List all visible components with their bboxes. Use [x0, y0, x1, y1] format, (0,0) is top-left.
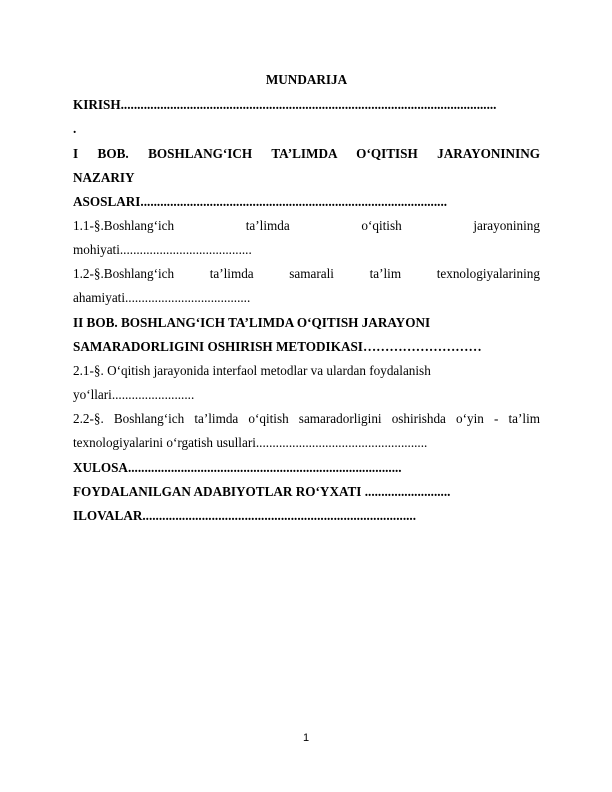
toc-entry-chapter1-title: I BOB. BOSHLANG‘ICH TA’LIMDA O‘QITISH JARAYONINING: [73, 146, 540, 161]
toc-entry-chapter2-title: II BOB. BOSHLANG‘ICH TA’LIMDA O‘QITISH JARAYONI: [73, 315, 431, 330]
toc-entry-kirish-dot: .: [73, 121, 77, 136]
toc-entry-2-2: 2.2-§. Boshlang‘ich ta’limda o‘qitish samaradorligini oshirishda o‘yin - ta’lim: [73, 411, 540, 426]
toc-entry-2-1: 2.1-§. O‘qitish jarayonida interfaol metodlar va ulardan foydalanish: [73, 363, 431, 378]
toc-entry-chapter1-title-cont: NAZARIY: [73, 170, 135, 185]
toc-entry-1-1: 1.1-§.Boshlang‘ich ta’limda o‘qitish jarayonining: [73, 218, 540, 233]
toc-entry-2-1-cont: yo‘llari.........................: [73, 387, 195, 402]
toc-entry-adabiyotlar: FOYDALANILGAN ADABIYOTLAR RO‘YXATI ..........................: [73, 484, 451, 499]
toc-entry-1-2: 1.2-§.Boshlang‘ich ta’limda samarali ta’lim texnologiyalarining: [73, 266, 540, 281]
toc-entry-2-2-cont: texnologiyalarini o‘rgatish usullari....................................................: [73, 435, 428, 450]
toc-entry-ilovalar: ILOVALAR...................................................................................: [73, 508, 417, 523]
toc-entry-chapter2-title-cont: SAMARADORLIGINI OSHIRISH METODIKASI………………………: [73, 339, 482, 354]
toc-heading: MUNDARIJA: [265, 72, 348, 87]
toc-entry-xulosa: XULOSA...................................................................................: [73, 460, 402, 475]
toc-entry-chapter1-asoslari: ASOSLARI.............................................................................................: [73, 194, 448, 209]
page-number: 1: [302, 732, 310, 744]
toc-entry-1-1-cont: mohiyati........................................: [73, 242, 252, 257]
toc-entry-1-2-cont: ahamiyati......................................: [73, 290, 251, 305]
toc-entry-kirish: KIRISH..................................................................................................................: [73, 97, 497, 112]
